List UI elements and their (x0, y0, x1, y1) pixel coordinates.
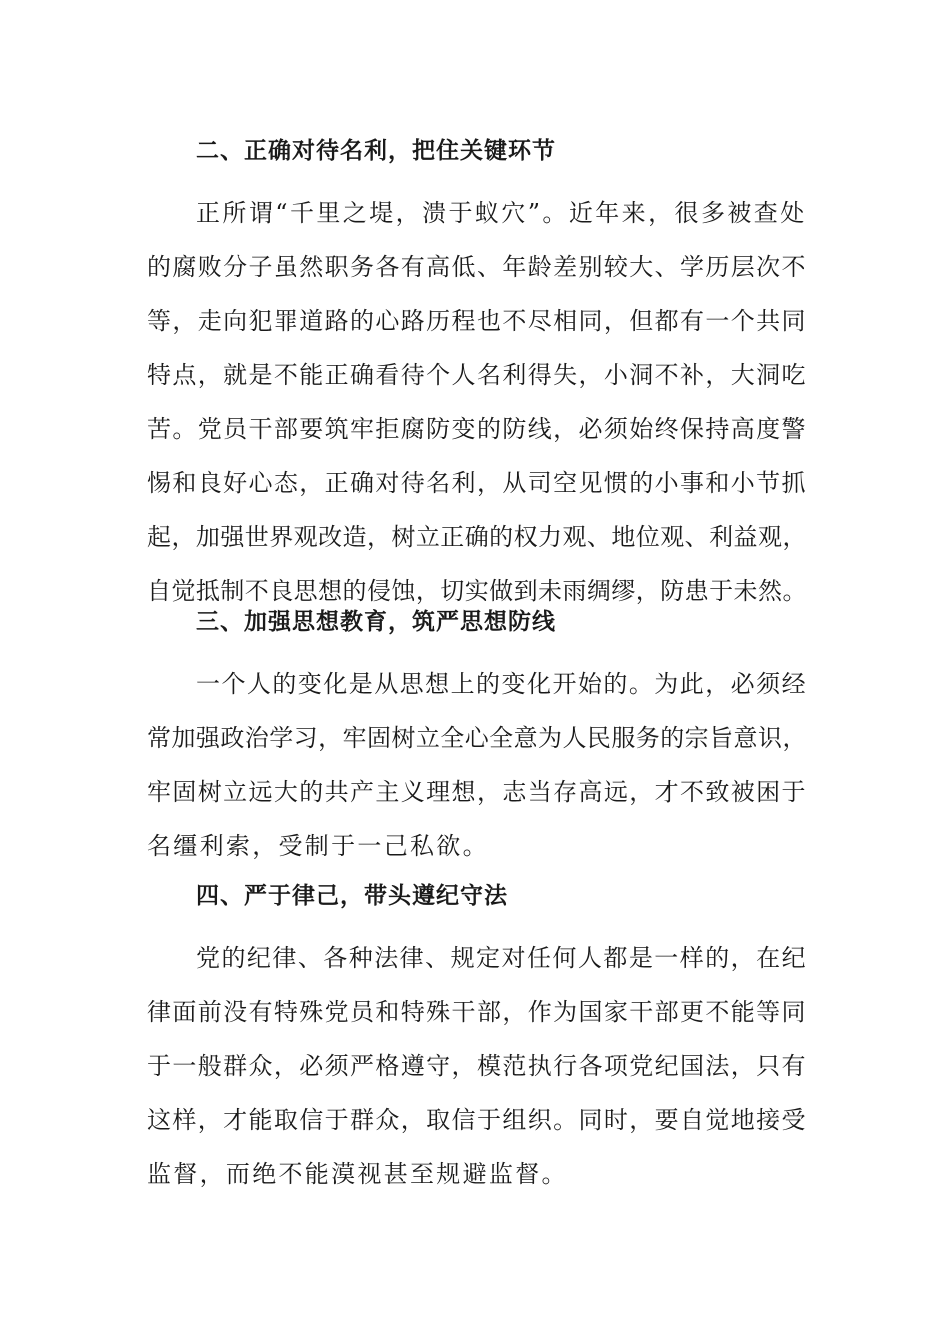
paragraph-line: 律面前没有特殊党员和特殊干部，作为国家干部更不能等同 (147, 998, 807, 1026)
paragraph-line: 监督，而绝不能漠视甚至规避监督。 (147, 1160, 568, 1188)
paragraph-line: 名缰利索，受制于一己私欲。 (147, 832, 489, 860)
paragraph-line: 牢固树立远大的共产主义理想，志当存高远，才不致被困于 (147, 778, 807, 806)
section-body (147, 931, 807, 1201)
paragraph-line: 正所谓“千里之堤，溃于蚁穴”。近年来，很多被查处 (196, 199, 807, 227)
paragraph-line: 惕和良好心态，正确对待名利，从司空见惯的小事和小节抓 (147, 469, 807, 497)
paragraph-line: 于一般群众，必须严格遵守，模范执行各项党纪国法，只有 (147, 1052, 807, 1080)
paragraph-line: 这样，才能取信于群众，取信于组织。同时，要自觉地接受 (147, 1106, 807, 1134)
paragraph-line: 的腐败分子虽然职务各有高低、年龄差别较大、学历层次不 (147, 253, 807, 281)
paragraph-line: 起，加强世界观改造，树立正确的权力观、地位观、利益观， (147, 523, 807, 551)
paragraph-line: 特点，就是不能正确看待个人名利得失，小洞不补，大洞吃 (147, 361, 807, 389)
section-heading: 四、严于律己，带头遵纪守法 (196, 883, 508, 909)
section-heading: 二、正确对待名利，把住关键环节 (196, 138, 556, 164)
paragraph-line: 常加强政治学习，牢固树立全心全意为人民服务的宗旨意识， (147, 724, 807, 752)
paragraph-line: 自觉抵制不良思想的侵蚀，切实做到未雨绸缪，防患于未然。 (147, 577, 807, 605)
section-body (147, 186, 807, 618)
section-body (147, 657, 807, 873)
paragraph-line: 等，走向犯罪道路的心路历程也不尽相同，但都有一个共同 (147, 307, 807, 335)
section-heading: 三、加强思想教育，筑严思想防线 (196, 609, 556, 635)
paragraph-line: 党的纪律、各种法律、规定对任何人都是一样的，在纪 (196, 944, 808, 972)
paragraph-line: 苦。党员干部要筑牢拒腐防变的防线，必须始终保持高度警 (147, 415, 807, 443)
paragraph-line: 一个人的变化是从思想上的变化开始的。为此，必须经 (196, 670, 808, 698)
